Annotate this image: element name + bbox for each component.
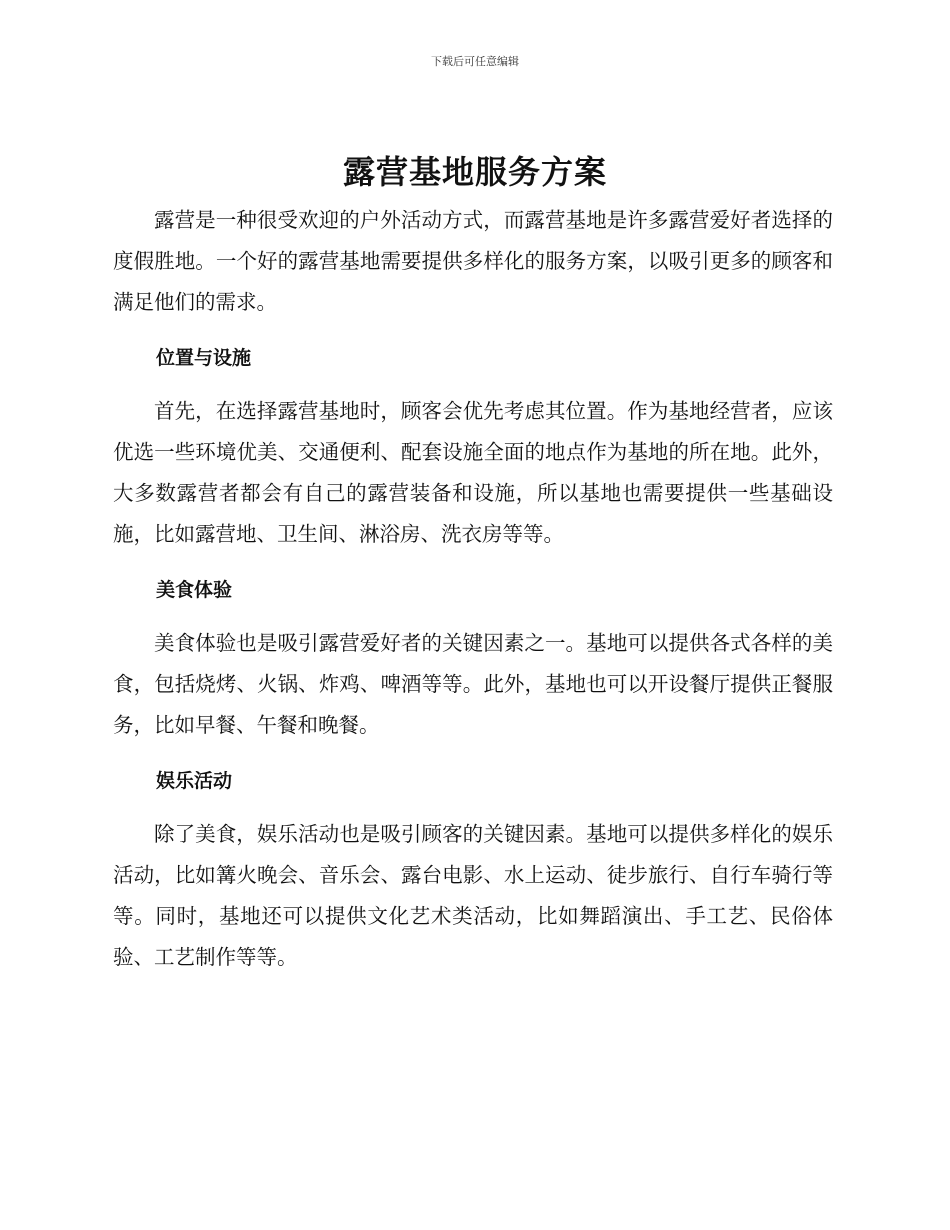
document-body [113,200,833,978]
intro-paragraph: 露营是一种很受欢迎的户外活动方式，而露营基地是许多露营爱好者选择的度假胜地。一个好的露营基地需要提供多样化的服务方案，以吸引更多的顾客和满足他们的需求。 [113,208,833,314]
section-body-entertainment: 除了美食，娱乐活动也是吸引顾客的关键因素。基地可以提供多样化的娱乐活动，比如篝火晚会、音乐会、露台电影、水上运动、徒步旅行、自行车骑行等等。同时，基地还可以提供文化艺术类活动，比如舞蹈演出、手工艺、民俗体验、工艺制作等等。 [113,822,833,969]
section-body-location: 首先，在选择露营基地时，顾客会优先考虑其位置。作为基地经营者，应该优选一些环境优美、交通便利、配套设施全面的地点作为基地的所在地。此外，大多数露营者都会有自己的露营装备和设施，所以基地也需要提供一些基础设施，比如露营地、卫生间、淋浴房、洗衣房等等。 [113,399,833,546]
document-title: 露营基地服务方案 [342,153,607,191]
page-header: 下载后可任意编辑 [431,55,519,68]
section-heading-location: 位置与设施 [156,347,252,369]
section-body-food: 美食体验也是吸引露营爱好者的关键因素之一。基地可以提供各式各样的美食，包括烧烤、火锅、炸鸡、啤酒等等。此外，基地也可以开设餐厅提供正餐服务，比如早餐、午餐和晚餐。 [113,631,833,737]
section-heading-food: 美食体验 [156,579,233,601]
section-heading-entertainment: 娱乐活动 [156,770,233,792]
